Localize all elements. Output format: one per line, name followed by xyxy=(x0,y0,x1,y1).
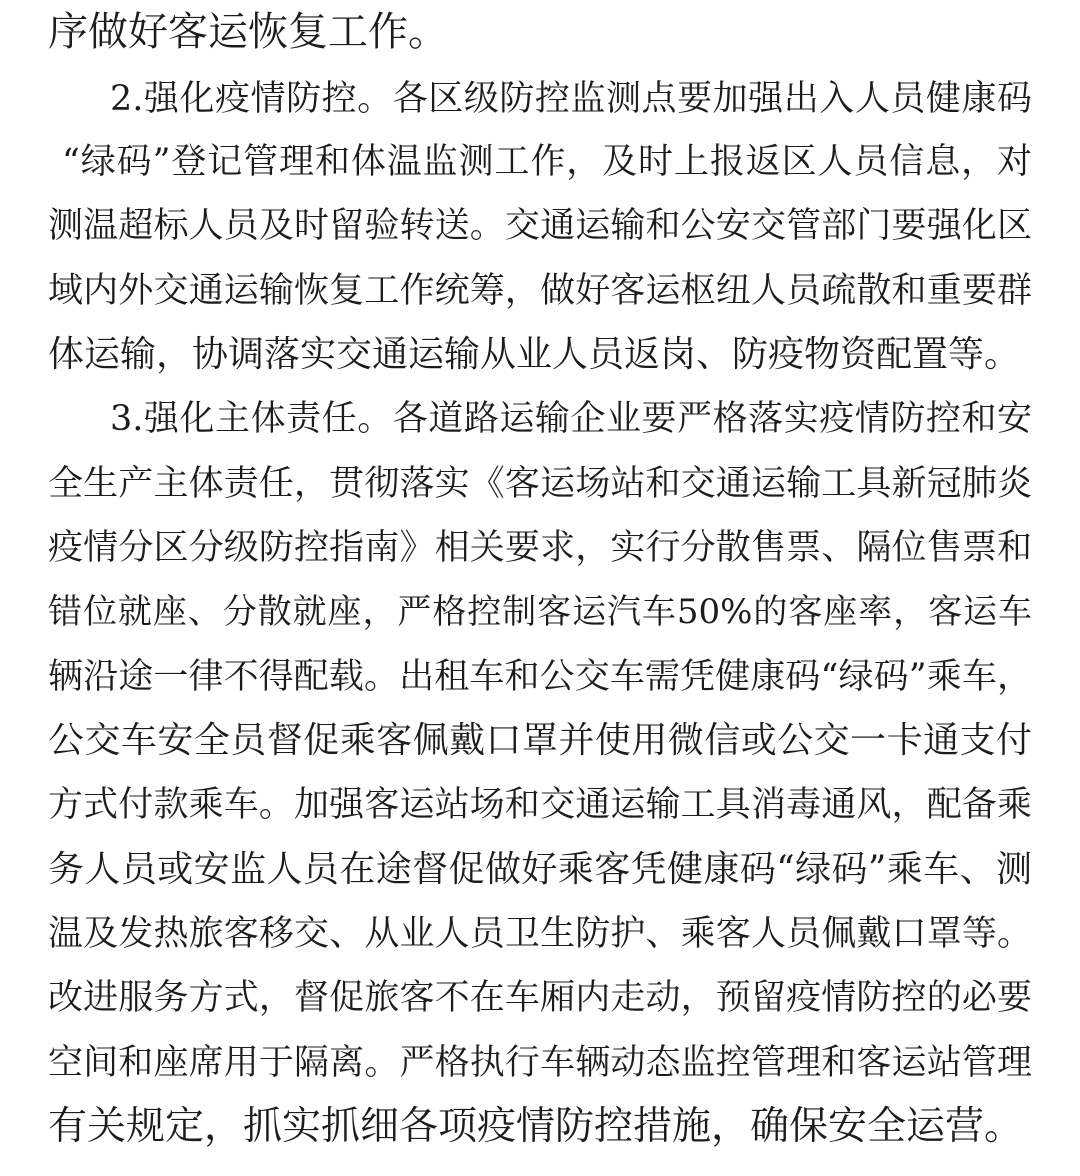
paragraph-line: 有关规定，抓实抓细各项疫情防控措施，确保安全运营。 xyxy=(48,1104,1024,1149)
paragraph-line: 疫情分区分级防控指南》相关要求，实行分散售票、隔位售票和 xyxy=(48,528,1032,568)
paragraph-line: 温及发热旅客移交、从业人员卫生防护、乘客人员佩戴口罩等。 xyxy=(48,914,1032,954)
paragraph-line: 体运输，协调落实交通运输从业人员返岗、防疫物资配置等。 xyxy=(48,334,1021,375)
paragraph-line: 务人员或安监人员在途督促做好乘客凭健康码“绿码”乘车、测 xyxy=(48,849,1032,890)
paragraph-line: 全生产主体责任，贯彻落实《客运场站和交通运输工具新冠肺炎 xyxy=(48,464,1032,504)
paragraph-line: 错位就座、分散就座，严格控制客运汽车50%的客座率，客运车 xyxy=(48,592,1032,632)
paragraph-line: 域内外交通运输恢复工作统筹，做好客运枢纽人员疏散和重要群 xyxy=(48,271,1032,311)
paragraph-line: 空间和座席用于隔离。严格执行车辆动态监控管理和客运站管理 xyxy=(48,1043,1032,1083)
paragraph-line: 2.强化疫情防控。各区级防控监测点要加强出入人员健康码 xyxy=(110,79,1032,119)
paragraph-line: 方式付款乘车。加强客运站场和交通运输工具消毒通风，配备乘 xyxy=(48,785,1032,825)
paragraph-line: 公交车安全员督促乘客佩戴口罩并使用微信或公交一卡通支付 xyxy=(48,720,1032,761)
paragraph-line: 改进服务方式，督促旅客不在车厢内走动，预留疫情防控的必要 xyxy=(48,978,1032,1018)
paragraph-line: 3.强化主体责任。各道路运输企业要严格落实疫情防控和安 xyxy=(110,399,1032,439)
paragraph-line: “绿码”登记管理和体温监测工作，及时上报返区人员信息，对 xyxy=(62,142,1032,182)
paragraph-line: 序做好客运恢复工作。 xyxy=(48,9,448,55)
paragraph-line: 测温超标人员及时留验转送。交通运输和公安交管部门要强化区 xyxy=(48,206,1032,246)
paragraph-line: 辆沿途一律不得配载。出租车和公交车需凭健康码“绿码”乘车， xyxy=(48,657,1032,697)
